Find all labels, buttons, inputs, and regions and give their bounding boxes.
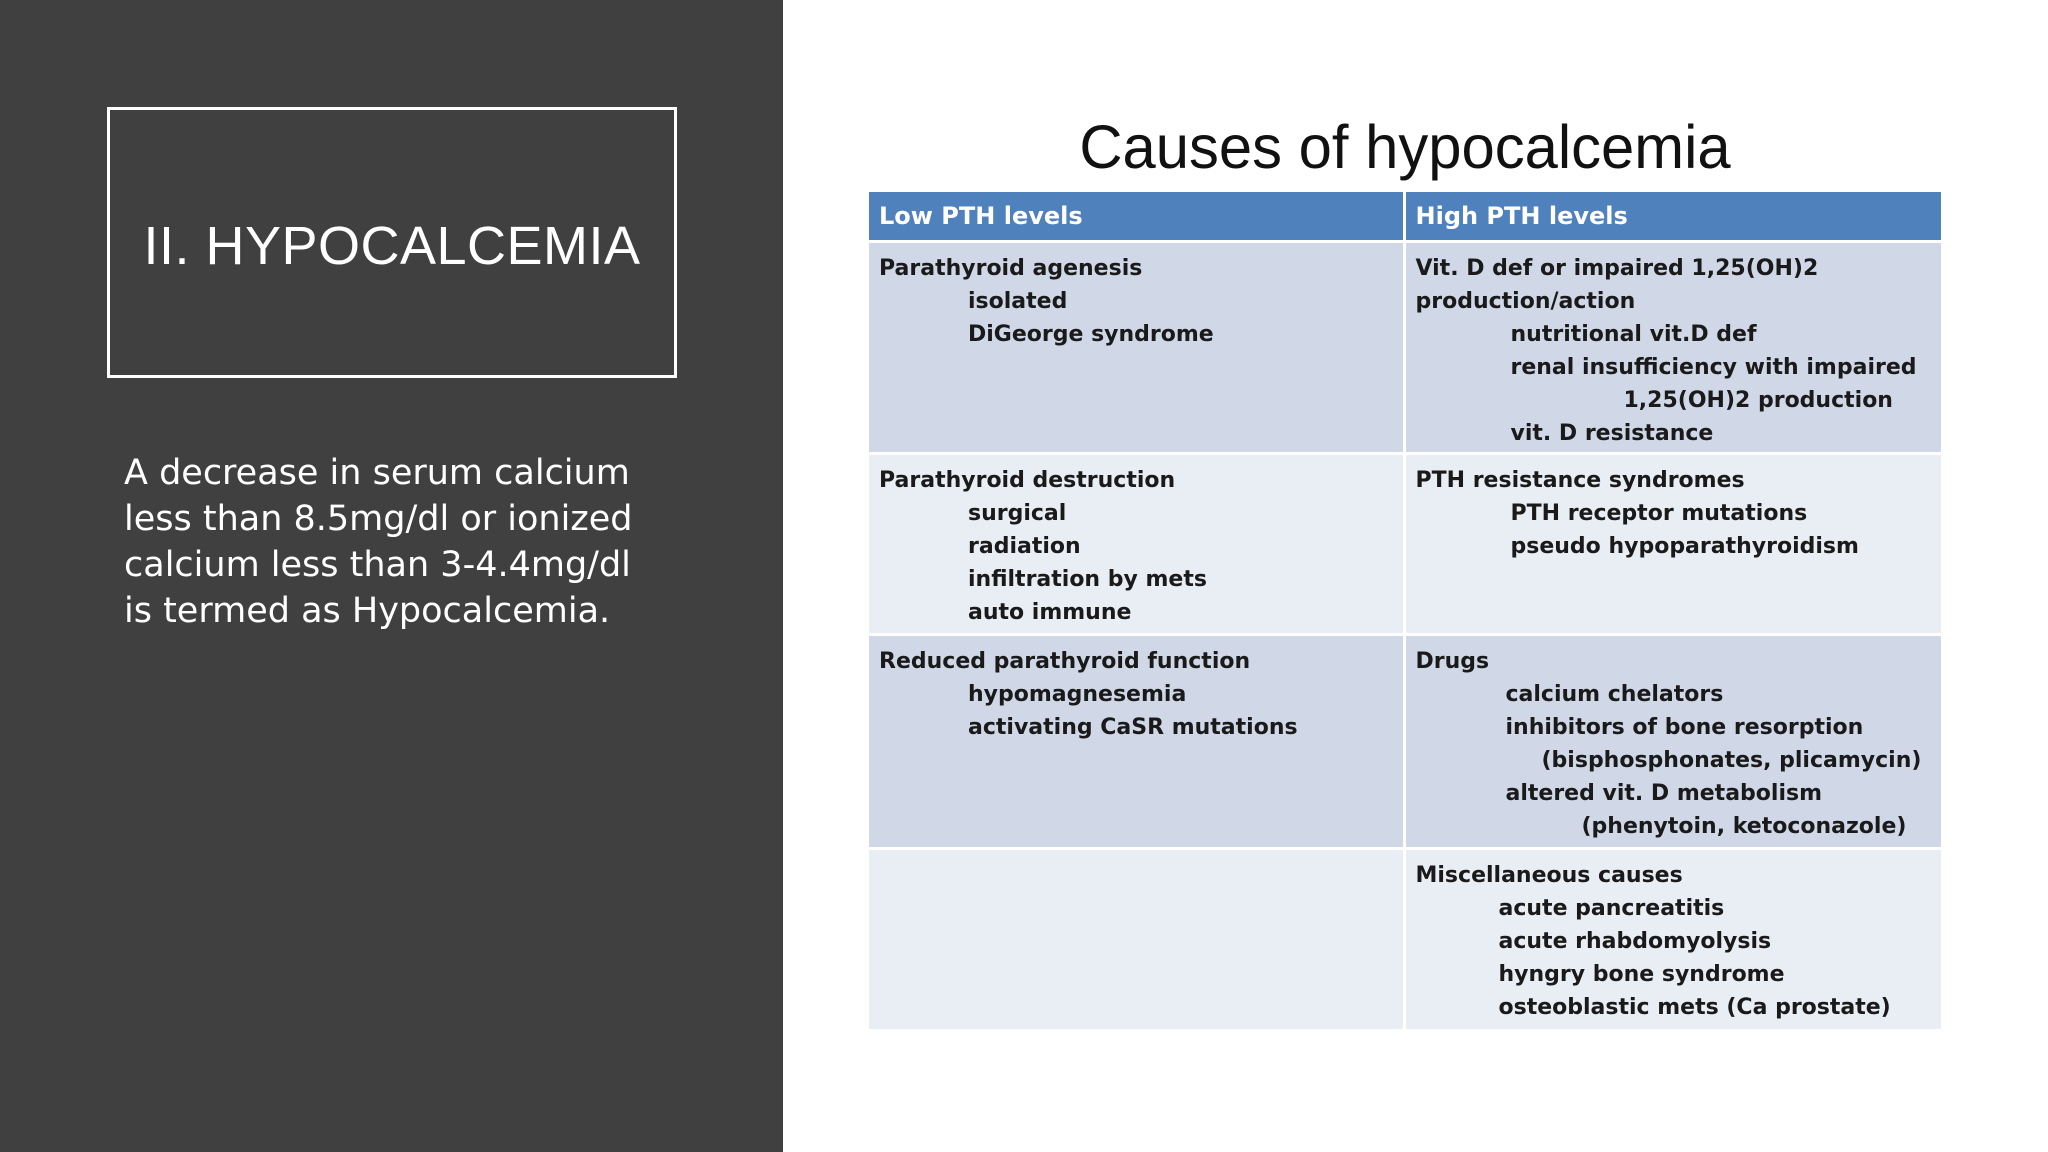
cell-line: Miscellaneous causes — [1415, 862, 1683, 888]
cell-high-pth — [1404, 241, 1941, 453]
cell-line: hyngry bone syndrome — [1498, 961, 1785, 987]
table-row — [869, 634, 1941, 848]
cell-line: vit. D resistance — [1510, 420, 1714, 446]
table-header-row — [869, 192, 1941, 241]
cell-line: surgical — [968, 500, 1067, 526]
cell-low-pth — [869, 453, 1404, 634]
table-title: Causes of hypocalcemia — [1079, 113, 1731, 181]
cell-line: Parathyroid destruction — [879, 467, 1176, 493]
header-low-pth: Low PTH levels — [869, 192, 1404, 241]
cell-line: isolated — [968, 288, 1068, 314]
cell-line: production/action — [1415, 288, 1636, 314]
cell-line: inhibitors of bone resorption — [1505, 714, 1864, 740]
cell-line: calcium chelators — [1505, 681, 1724, 707]
cell-low-pth-empty — [869, 848, 1404, 1029]
table-row — [869, 848, 1941, 1029]
cell-line: radiation — [968, 533, 1081, 559]
cell-line: Drugs — [1415, 648, 1490, 674]
table-row — [869, 241, 1941, 453]
cell-line: (bisphosphonates, plicamycin) — [1541, 747, 1922, 773]
definition-text: A decrease in serum calcium less than 8.5mg/dl or ionized calcium less than 3-4.4mg/dl is termed as Hypocalcemia. — [124, 453, 633, 631]
cell-line: activating CaSR mutations — [968, 714, 1298, 740]
cell-line: renal insufficiency with impaired — [1510, 354, 1917, 380]
cell-line: Parathyroid agenesis — [879, 255, 1143, 281]
cell-line: 1,25(OH)2 production — [1623, 387, 1893, 413]
cell-high-pth — [1404, 634, 1941, 848]
cell-line: auto immune — [968, 599, 1132, 625]
cell-line: infiltration by mets — [968, 566, 1207, 592]
header-high-pth: High PTH levels — [1404, 192, 1941, 241]
cell-line: Vit. D def or impaired 1,25(OH)2 — [1415, 255, 1819, 281]
cell-high-pth — [1404, 848, 1941, 1029]
cell-line: acute rhabdomyolysis — [1498, 928, 1772, 954]
causes-table — [869, 192, 1941, 1029]
cell-line: nutritional vit.D def — [1510, 321, 1757, 347]
cell-line: PTH receptor mutations — [1510, 500, 1808, 526]
cell-line: pseudo hypoparathyroidism — [1510, 533, 1859, 559]
cell-line: DiGeorge syndrome — [968, 321, 1214, 347]
cell-line: acute pancreatitis — [1498, 895, 1725, 921]
title-box — [107, 107, 677, 378]
cell-line: altered vit. D metabolism — [1505, 780, 1823, 806]
cell-line: osteoblastic mets (Ca prostate) — [1498, 994, 1891, 1020]
table-row — [869, 453, 1941, 634]
cell-line: PTH resistance syndromes — [1415, 467, 1745, 493]
cell-line: Reduced parathyroid function — [879, 648, 1251, 674]
cell-low-pth — [869, 241, 1404, 453]
cell-high-pth — [1404, 453, 1941, 634]
cell-low-pth — [869, 634, 1404, 848]
left-panel — [0, 0, 783, 1152]
cell-line: hypomagnesemia — [968, 681, 1187, 707]
cell-line: (phenytoin, ketoconazole) — [1581, 813, 1907, 839]
slide-title: II. HYPOCALCEMIA — [143, 215, 641, 276]
